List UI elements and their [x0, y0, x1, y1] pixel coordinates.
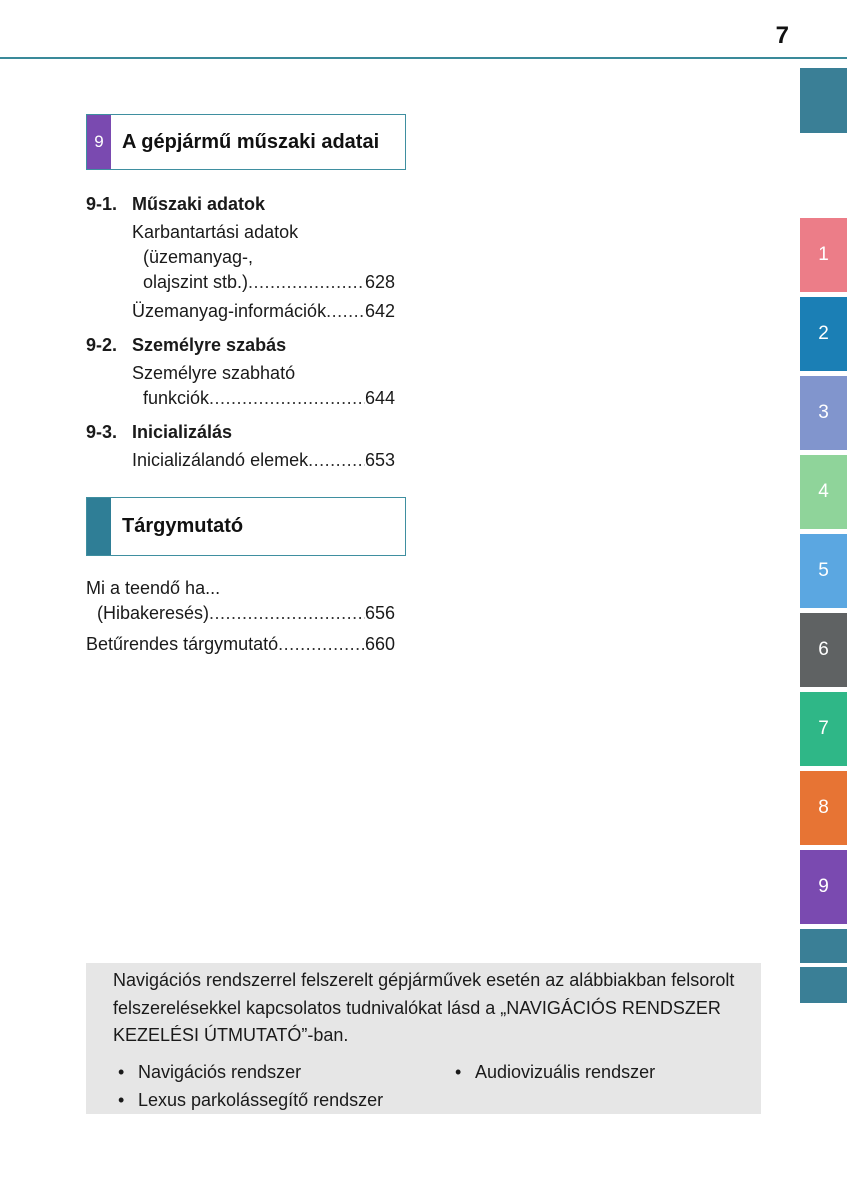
bullet-text: Audiovizuális rendszer [475, 1061, 656, 1082]
chapter-tab-extra[interactable] [800, 967, 847, 1003]
bullet-icon: • [455, 1061, 462, 1082]
toc-entry-text: Betűrendes tárgymutató [86, 634, 279, 654]
toc-entry-text: Inicializálandó elemek [132, 450, 309, 470]
note-bullet-item [118, 1086, 455, 1114]
toc-entry[interactable] [86, 576, 395, 626]
section-title: Tárgymutató [122, 515, 244, 537]
header-rule [0, 57, 847, 59]
toc-entry[interactable] [86, 220, 395, 295]
toc-group-9-2 [86, 330, 395, 411]
toc-entry-line: Karbantartási adatok [132, 222, 299, 242]
toc-heading[interactable] [86, 330, 395, 361]
section-color-badge [87, 498, 111, 555]
toc-group-9-3 [86, 417, 395, 473]
toc-page-number: 642 [364, 301, 395, 321]
note-line: KEZELÉSI ÚTMUTATÓ”-ban. [113, 1025, 349, 1045]
toc-entry-text: funkciók [143, 388, 210, 408]
toc-group-9-1 [86, 189, 395, 324]
note-bullet-item [455, 1058, 749, 1086]
chapter-tab-9[interactable]: 9 [800, 850, 847, 924]
dot-leader [209, 601, 365, 626]
toc-index [86, 576, 395, 663]
bullet-icon: • [118, 1089, 125, 1110]
toc-heading[interactable] [86, 189, 395, 220]
note-line: Navigációs rendszerrel felszerelt gépjárművek esetén az alábbiakban felsorolt [113, 970, 735, 990]
toc-entry-text: (Hibakeresés) [97, 603, 210, 623]
chapter-tab-8[interactable]: 8 [800, 771, 847, 845]
dot-leader [326, 299, 365, 324]
toc-page-number: 644 [364, 388, 395, 408]
note-text [113, 967, 749, 1050]
note-line: felszerelésekkel kapcsolatos tudnivalókat lásd a „NAVIGÁCIÓS RENDSZER [113, 997, 721, 1018]
toc-entry-text: olajszint stb.) [143, 272, 249, 292]
chapter-tab-4[interactable]: 4 [800, 455, 847, 529]
toc-entry[interactable] [86, 361, 395, 411]
section-number-badge: 9 [87, 115, 111, 169]
navigation-note [86, 963, 761, 1114]
toc-title: Műszaki adatok [132, 194, 266, 214]
toc-code: 9-1. [86, 194, 118, 214]
note-bullet-item [118, 1058, 455, 1086]
chapter-tab-top[interactable] [800, 68, 847, 133]
bullet-text: Lexus parkolássegítő rendszer [138, 1089, 384, 1110]
chapter-tab-6[interactable]: 6 [800, 613, 847, 687]
chapter-tab-1[interactable]: 1 [800, 218, 847, 292]
dot-leader [308, 448, 365, 473]
toc-entry-text: Üzemanyag-információk [132, 301, 327, 321]
dot-leader [209, 386, 365, 411]
section-title: A gépjármű műszaki adatai [122, 130, 380, 153]
toc-entry[interactable] [86, 299, 395, 324]
note-bullet-list [113, 1058, 749, 1114]
toc-entry-line: (üzemanyag-, [143, 247, 254, 267]
toc-entry[interactable] [86, 632, 395, 657]
toc-title: Személyre szabás [132, 335, 287, 355]
toc-page-number: 653 [364, 450, 395, 470]
chapter-tabs [800, 0, 847, 1200]
toc-title: Inicializálás [132, 422, 233, 442]
chapter-tab-5[interactable]: 5 [800, 534, 847, 608]
bullet-icon: • [118, 1061, 125, 1082]
section-header-9[interactable] [86, 114, 406, 170]
toc-entry-line: Mi a teendő ha... [86, 578, 221, 598]
dot-leader [248, 270, 365, 295]
chapter-tab-7[interactable]: 7 [800, 692, 847, 766]
bullet-text: Navigációs rendszer [138, 1061, 302, 1082]
toc-page-number: 628 [364, 272, 395, 292]
toc-entry[interactable] [86, 448, 395, 473]
dot-leader [278, 632, 365, 657]
toc-page-number: 656 [364, 603, 395, 623]
toc-section-9 [86, 189, 395, 479]
toc-code: 9-2. [86, 335, 118, 355]
chapter-tab-2[interactable]: 2 [800, 297, 847, 371]
section-header-index[interactable] [86, 497, 406, 556]
chapter-tab-3[interactable]: 3 [800, 376, 847, 450]
toc-heading[interactable] [86, 417, 395, 448]
toc-page-number: 660 [364, 634, 395, 654]
toc-code: 9-3. [86, 422, 118, 442]
page-number: 7 [775, 22, 789, 49]
chapter-tab-extra[interactable] [800, 929, 847, 963]
toc-entry-line: Személyre szabható [132, 363, 296, 383]
